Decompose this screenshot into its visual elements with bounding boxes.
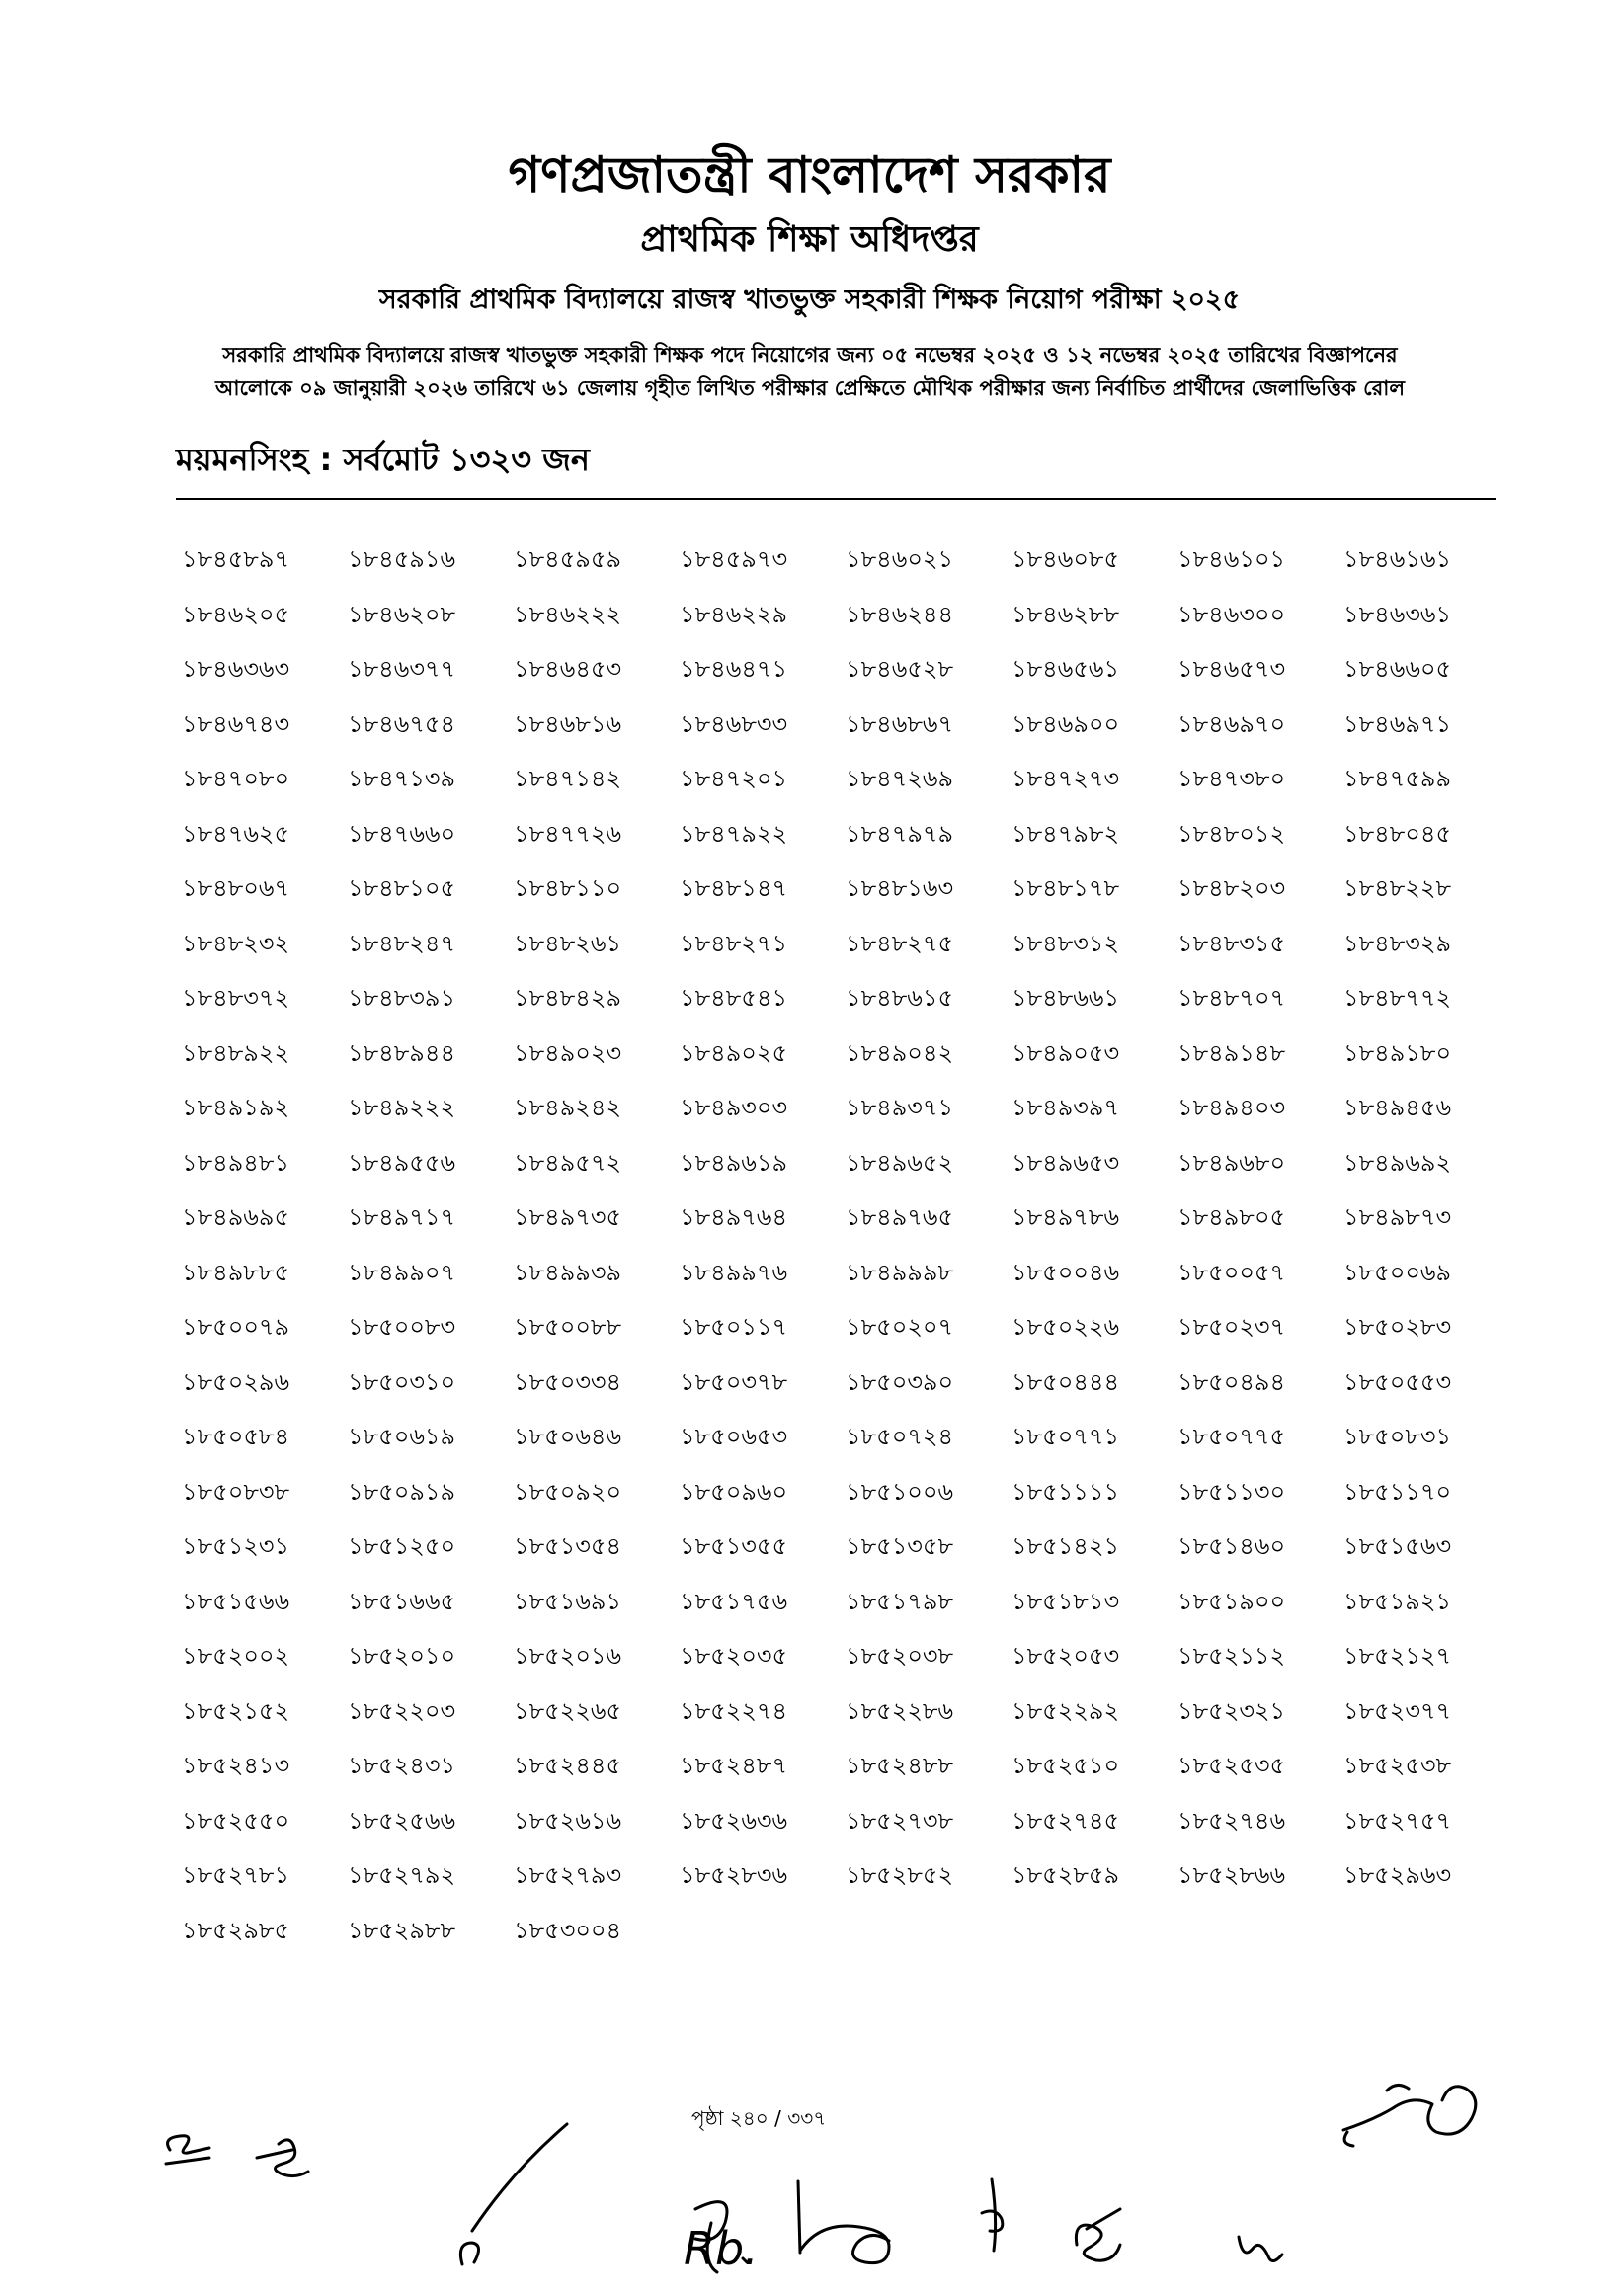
roll-number: ১৮৪৮৯২২ [182, 1038, 290, 1067]
roll-number: ১৮৫১১৭০ [1343, 1477, 1452, 1506]
roll-number: ১৮৫০০৫৭ [1177, 1258, 1286, 1286]
roll-number-grid [182, 541, 1505, 1967]
roll-number: ১৮৪৯৭৬৫ [846, 1203, 954, 1231]
roll-number: ১৮৪৯০৪২ [846, 1038, 954, 1067]
roll-number: ১৮৪৬৩৬৩ [182, 655, 290, 683]
roll-number: ১৮৫০৫৫৩ [1343, 1367, 1452, 1396]
roll-number: ১৮৪৭১৪২ [514, 765, 622, 792]
roll-number: ১৮৪৯০৫৩ [1012, 1038, 1120, 1067]
signature-initial: Rb. [684, 2222, 759, 2275]
roll-number: ১৮৫১০০৬ [846, 1477, 954, 1506]
roll-number: ১৮৪৭৩৮০ [1177, 765, 1286, 792]
roll-number: ১৮৫১২৩১ [182, 1532, 290, 1560]
roll-number: ১৮৪৮৬৬১ [1012, 984, 1120, 1012]
roll-number: ১৮৫২৭৫৭ [1343, 1806, 1452, 1835]
roll-number: ১৮৫১২৫০ [348, 1532, 456, 1560]
roll-number: ১৮৪৬২৮৮ [1012, 600, 1120, 628]
roll-number: ১৮৫০০৬৯ [1343, 1258, 1452, 1286]
roll-number: ১৮৪৭১৩৯ [348, 765, 456, 792]
roll-number: ১৮৫০৩১০ [348, 1367, 456, 1396]
roll-number: ১৮৫০২৯৬ [182, 1367, 290, 1396]
signature-2 [257, 2140, 308, 2176]
roll-number: ১৮৪৯৬৮০ [1177, 1148, 1286, 1177]
roll-number: ১৮৫০৪৯৪ [1177, 1367, 1286, 1396]
roll-number: ১৮৫২৭৯২ [348, 1861, 456, 1889]
roll-number: ১৮৪৮০৬৭ [182, 874, 290, 902]
roll-number: ১৮৪৯৬৯৫ [182, 1203, 290, 1231]
roll-number: ১৮৫২৫১০ [1012, 1752, 1120, 1779]
roll-number: ১৮৫১৯২১ [1343, 1587, 1452, 1615]
roll-number: ১৮৪৬৪৫৩ [514, 655, 622, 683]
roll-number: ১৮৫০৬৫৩ [680, 1423, 788, 1450]
roll-number: ১৮৪৮২৪৭ [348, 929, 456, 957]
roll-number: ১৮৫৩০০৪ [514, 1916, 622, 1944]
roll-number: ১৮৪৬২২৯ [680, 600, 788, 628]
roll-number: ১৮৫১৩৫৮ [846, 1532, 954, 1560]
roll-number: ১৮৫০০৮৮ [514, 1313, 622, 1341]
roll-number: ১৮৪৯৭৬৪ [680, 1203, 788, 1231]
roll-number: ১৮৫১৩৫৪ [514, 1532, 622, 1560]
roll-number: ১৮৫২৭৩৮ [846, 1806, 954, 1835]
notice-line-1: সরকারি প্রাথমিক বিদ্যালয়ে রাজস্ব খাতভুক্ত সহকারী শিক্ষক পদে নিয়োগের জন্য ০৫ নভেম্বর ২০২৫ ও ১২ নভেম্বর ২০২৫ তারিখের বিজ্ঞাপনের [222, 343, 1398, 367]
signature-1 [166, 2136, 209, 2164]
roll-number: ১৮৫২১২৭ [1343, 1642, 1452, 1670]
roll-number: ১৮৪৯৪০৩ [1177, 1094, 1286, 1121]
roll-number: ১৮৫০৭২৪ [846, 1423, 954, 1450]
roll-number: ১৮৪৭২৭৩ [1012, 765, 1120, 792]
roll-number: ১৮৫২৪৮৮ [846, 1752, 954, 1779]
roll-number: ১৮৫০৯১৯ [348, 1477, 456, 1506]
roll-number: ১৮৪৬২০৮ [348, 600, 456, 628]
roll-number: ১৮৫২২৭৪ [680, 1696, 788, 1725]
roll-number: ১৮৪৫৯১৬ [348, 545, 456, 573]
roll-number: ১৮৪৬৩০০ [1177, 600, 1286, 628]
roll-number: ১৮৫০৯২০ [514, 1477, 622, 1506]
roll-number: ১৮৪৯১৪৮ [1177, 1038, 1286, 1067]
page-number: পৃষ্ঠা ২৪০ / ৩৩৭ [691, 2106, 827, 2130]
roll-number: ১৮৪৭৫৯৯ [1343, 765, 1452, 792]
roll-number: ১৮৫২৯৬৩ [1343, 1861, 1452, 1889]
roll-number: ১৮৪৯৭৮৬ [1012, 1203, 1120, 1231]
roll-number: ১৮৪৮১৭৮ [1012, 874, 1120, 902]
roll-number: ১৮৫২৮৩৬ [680, 1861, 788, 1889]
roll-number: ১৮৫২০৩৫ [680, 1642, 788, 1670]
roll-number: ১৮৪৭২০১ [680, 765, 788, 792]
roll-number: ১৮৪৮৭৭২ [1343, 984, 1452, 1012]
roll-number: ১৮৪৯০২৫ [680, 1038, 788, 1067]
roll-number: ১৮৪৯৬৫২ [846, 1148, 954, 1177]
signature-8 [1239, 2237, 1282, 2261]
roll-number: ১৮৫১৬৯১ [514, 1587, 622, 1615]
roll-number: ১৮৪৮৭০৭ [1177, 984, 1286, 1012]
roll-number: ১৮৫০২৩৭ [1177, 1313, 1286, 1341]
roll-number: ১৮৫২৫৬৬ [348, 1806, 456, 1835]
roll-number: ১৮৪৯৯০৭ [348, 1258, 456, 1286]
roll-number: ১৮৪৯২৪২ [514, 1094, 622, 1121]
roll-number: ১৮৪৮২৬১ [514, 929, 622, 957]
roll-number: ১৮৪৮২২৮ [1343, 874, 1452, 902]
roll-number: ১৮৪৯৪৮১ [182, 1148, 290, 1177]
roll-number: ১৮৪৯২২২ [348, 1094, 456, 1121]
roll-number: ১৮৪৮২৭৫ [846, 929, 954, 957]
roll-number: ১৮৫১৬৬৫ [348, 1587, 456, 1615]
roll-number: ১৮৫০৮৩১ [1343, 1423, 1452, 1450]
roll-number: ১৮৪৮১০৫ [348, 874, 456, 902]
roll-number: ১৮৫১৭৫৬ [680, 1587, 788, 1615]
roll-number: ১৮৫২০৩৮ [846, 1642, 954, 1670]
roll-number: ১৮৪৮৩২৯ [1343, 929, 1452, 957]
roll-number: ১৮৪৮৬১৫ [846, 984, 954, 1012]
roll-number: ১৮৪৯৭১৭ [348, 1203, 456, 1231]
roll-number: ১৮৪৬৮৬৭ [846, 709, 954, 738]
roll-number: ১৮৪৯৬১৯ [680, 1148, 788, 1177]
roll-number: ১৮৪৭৭২৬ [514, 819, 622, 848]
roll-number: ১৮৪৬৩৬১ [1343, 600, 1452, 628]
roll-number: ১৮৪৭২৬৯ [846, 765, 954, 792]
roll-number: ১৮৪৫৮৯৭ [182, 545, 290, 573]
roll-number: ১৮৪৮৩৯১ [348, 984, 456, 1012]
roll-number: ১৮৪৬৯৭০ [1177, 709, 1286, 738]
roll-number: ১৮৫২০১৬ [514, 1642, 622, 1670]
roll-number: ১৮৪৬৫৭৩ [1177, 655, 1286, 683]
roll-number: ১৮৪৮০৪৫ [1343, 819, 1452, 848]
roll-number: ১৮৫১৫৬৩ [1343, 1532, 1452, 1560]
roll-number: ১৮৫২৪৪৫ [514, 1752, 622, 1779]
roll-number: ১৮৫০৯৬০ [680, 1477, 788, 1506]
roll-number: ১৮৫২৮৫২ [846, 1861, 954, 1889]
roll-number: ১৮৪৭৯৭৯ [846, 819, 954, 848]
roll-number: ১৮৪৯৯৩৯ [514, 1258, 622, 1286]
roll-number: ১৮৪৯১৮০ [1343, 1038, 1452, 1067]
roll-number: ১৮৪৭৯২২ [680, 819, 788, 848]
roll-number: ১৮৫১৪২১ [1012, 1532, 1120, 1560]
roll-number: ১৮৫০৮৩৮ [182, 1477, 290, 1506]
roll-number: ১৮৫২৬১৬ [514, 1806, 622, 1835]
roll-number: ১৮৫০২২৬ [1012, 1313, 1120, 1341]
roll-number: ১৮৫০৭৭৫ [1177, 1423, 1286, 1450]
roll-number: ১৮৫১১১১ [1012, 1477, 1120, 1506]
roll-number: ১৮৫০১১৭ [680, 1313, 788, 1341]
roll-number: ১৮৪৬১০১ [1177, 545, 1286, 573]
signature-3 [460, 2124, 567, 2264]
roll-number: ১৮৫২৯৮৮ [348, 1916, 456, 1944]
roll-number: ১৮৪৬৪৭১ [680, 655, 788, 683]
heading-divider [176, 498, 1496, 500]
roll-number: ১৮৫২২৮৬ [846, 1696, 954, 1725]
roll-number: ১৮৪৯৮৮৫ [182, 1258, 290, 1286]
roll-number: ১৮৪৬৭৫৪ [348, 709, 456, 738]
roll-number: ১৮৪৮০১২ [1177, 819, 1286, 848]
roll-number: ১৮৫০৫৮৪ [182, 1423, 290, 1450]
roll-number: ১৮৪৮১৬৩ [846, 874, 954, 902]
roll-number: ১৮৫২৮৫৯ [1012, 1861, 1120, 1889]
roll-number: ১৮৫১৯০০ [1177, 1587, 1286, 1615]
roll-number: ১৮৫২৫৩৮ [1343, 1752, 1452, 1779]
roll-number: ১৮৫০২০৭ [846, 1313, 954, 1341]
roll-number: ১৮৫২৪১৩ [182, 1752, 290, 1779]
roll-number: ১৮৫০৭৭১ [1012, 1423, 1120, 1450]
roll-number: ১৮৫০২৮৩ [1343, 1313, 1452, 1341]
roll-number: ১৮৪৯৮৭৩ [1343, 1203, 1452, 1231]
roll-number: ১৮৪৯৩০৩ [680, 1094, 788, 1121]
signature-9 [1343, 2085, 1476, 2146]
roll-number: ১৮৪৬০৮৫ [1012, 545, 1120, 573]
signature-7 [1076, 2209, 1120, 2260]
roll-number: ১৮৪৮৯৪৪ [348, 1038, 456, 1067]
roll-number: ১৮৪৮১১০ [514, 874, 622, 902]
roll-number: ১৮৪৯১৯২ [182, 1094, 290, 1121]
roll-number: ১৮৫২৫৩৫ [1177, 1752, 1286, 1779]
roll-number: ১৮৪৬৯৭১ [1343, 709, 1452, 738]
roll-number: ১৮৪৬৭৪৩ [182, 709, 290, 738]
roll-number: ১৮৫০৬৪৬ [514, 1423, 622, 1450]
roll-number: ১৮৫২৪৮৭ [680, 1752, 788, 1779]
roll-number: ১৮৪৯৯৭৬ [680, 1258, 788, 1286]
roll-number: ১৮৫১৩৫৫ [680, 1532, 788, 1560]
roll-number: ১৮৫২২৯২ [1012, 1696, 1120, 1725]
roll-number: ১৮৫০৩৭৮ [680, 1367, 788, 1396]
roll-number: ১৮৫২৩৭৭ [1343, 1696, 1452, 1725]
department-title: প্রাথমিক শিক্ষা অধিদপ্তর [640, 219, 979, 260]
signatures-area [0, 2015, 1619, 2296]
roll-number: ১৮৫২১৫২ [182, 1696, 290, 1725]
roll-number: ১৮৪৬৯০০ [1012, 709, 1120, 738]
roll-number: ১৮৪৭০৮০ [182, 765, 290, 792]
roll-number: ১৮৪৯৩৭১ [846, 1094, 954, 1121]
roll-number: ১৮৫২২০৩ [348, 1696, 456, 1725]
roll-number: ১৮৫২৮৬৬ [1177, 1861, 1286, 1889]
roll-number: ১৮৪৮৩১৫ [1177, 929, 1286, 957]
roll-number: ১৮৪৯৫৭২ [514, 1148, 622, 1177]
roll-number: ১৮৪৯৬৯২ [1343, 1148, 1452, 1177]
roll-number: ১৮৪৬৮১৬ [514, 709, 622, 738]
roll-number: ১৮৪৬৫২৮ [846, 655, 954, 683]
roll-number: ১৮৫২০৫৩ [1012, 1642, 1120, 1670]
roll-number: ১৮৫০৬১৯ [348, 1423, 456, 1450]
roll-number: ১৮৪৮২৩২ [182, 929, 290, 957]
roll-number: ১৮৪৬২২২ [514, 600, 622, 628]
roll-number: ১৮৪৯৭৩৫ [514, 1203, 622, 1231]
roll-number: ১৮৪৯৬৫৩ [1012, 1148, 1120, 1177]
roll-number: ১৮৪৯৩৯৭ [1012, 1094, 1120, 1121]
roll-number: ১৮৫২৫৫০ [182, 1806, 290, 1835]
roll-number: ১৮৫২৭৪৫ [1012, 1806, 1120, 1835]
roll-number: ১৮৫২৭৯৩ [514, 1861, 622, 1889]
roll-number: ১৮৪৬৫৬১ [1012, 655, 1120, 683]
signature-6 [982, 2179, 1003, 2251]
roll-number: ১৮৫০৩৯০ [846, 1367, 954, 1396]
roll-number: ১৮৫২০১০ [348, 1642, 456, 1670]
roll-number: ১৮৪৮৩৭২ [182, 984, 290, 1012]
roll-number: ১৮৫২২৬৫ [514, 1696, 622, 1725]
roll-number: ১৮৫০০৮৩ [348, 1313, 456, 1341]
roll-number: ১৮৪৮৩১২ [1012, 929, 1120, 957]
roll-number: ১৮৫১৮১৩ [1012, 1587, 1120, 1615]
roll-number: ১৮৪৮৪২৯ [514, 984, 622, 1012]
roll-number: ১৮৪৬৮৩৩ [680, 709, 788, 738]
roll-number: ১৮৪৬২০৫ [182, 600, 290, 628]
roll-number: ১৮৫০৪৪৪ [1012, 1367, 1120, 1396]
roll-number: ১৮৪৮২৭১ [680, 929, 788, 957]
region-heading: ময়মনসিংহ : সর্বমোট ১৩২৩ জন [176, 441, 590, 478]
roll-number: ১৮৪৫৯৭৩ [680, 545, 788, 573]
roll-number: ১৮৫২০০২ [182, 1642, 290, 1670]
roll-number: ১৮৫১৫৬৬ [182, 1587, 290, 1615]
notice-line-2: আলোকে ০৯ জানুয়ারী ২০২৬ তারিখে ৬১ জেলায় গৃহীত লিখিত পরীক্ষার প্রেক্ষিতে মৌখিক পরীক্ষার জন্য নির্বাচিত প্রার্থীদের জেলাভিত্তিক রোল [214, 376, 1405, 400]
roll-number: ১৮৫১১৩০ [1177, 1477, 1286, 1506]
roll-number: ১৮৫০০৭৯ [182, 1313, 290, 1341]
roll-number: ১৮৫১৭৯৮ [846, 1587, 954, 1615]
exam-title: সরকারি প্রাথমিক বিদ্যালয়ে রাজস্ব খাতভুক্ত সহকারী শিক্ষক নিয়োগ পরীক্ষা ২০২৫ [378, 285, 1241, 315]
roll-number: ১৮৪৬২৪৪ [846, 600, 954, 628]
roll-number: ১৮৫২৭৮১ [182, 1861, 290, 1889]
roll-number: ১৮৪৯০২৩ [514, 1038, 622, 1067]
roll-number: ১৮৪৯৯৯৮ [846, 1258, 954, 1286]
roll-number: ১৮৫২৩২১ [1177, 1696, 1286, 1725]
roll-number: ১৮৪৮১৪৭ [680, 874, 788, 902]
roll-number: ১৮৫২৬৩৬ [680, 1806, 788, 1835]
signature-5 [798, 2181, 889, 2263]
roll-number: ১৮৪৬১৬১ [1343, 545, 1452, 573]
roll-number: ১৮৫২৯৮৫ [182, 1916, 290, 1944]
roll-number: ১৮৪৫৯৫৯ [514, 545, 622, 573]
roll-number: ১৮৫০০৪৬ [1012, 1258, 1120, 1286]
government-title: গণপ্রজাতন্ত্রী বাংলাদেশ সরকার [508, 146, 1111, 204]
roll-number: ১৮৪৭৯৮২ [1012, 819, 1120, 848]
roll-number: ১৮৪৭৬৬০ [348, 819, 456, 848]
roll-number: ১৮৫২৭৪৬ [1177, 1806, 1286, 1835]
roll-number: ১৮৪৯৪৫৬ [1343, 1094, 1452, 1121]
roll-number: ১৮৪৯৫৫৬ [348, 1148, 456, 1177]
roll-number: ১৮৫১৪৬০ [1177, 1532, 1286, 1560]
roll-number: ১৮৪৬০২১ [846, 545, 954, 573]
roll-number: ১৮৪৮৫৪১ [680, 984, 788, 1012]
roll-number: ১৮৪৬৩৭৭ [348, 655, 456, 683]
roll-number: ১৮৪৭৬২৫ [182, 819, 290, 848]
roll-number: ১৮৫২৪৩১ [348, 1752, 456, 1779]
roll-number: ১৮৫০৩৩৪ [514, 1367, 622, 1396]
notice-text [148, 338, 1472, 405]
roll-number: ১৮৪৯৮০৫ [1177, 1203, 1286, 1231]
roll-number: ১৮৪৬৬০৫ [1343, 655, 1452, 683]
roll-number: ১৮৪৮২০৩ [1177, 874, 1286, 902]
roll-number: ১৮৫২১১২ [1177, 1642, 1286, 1670]
